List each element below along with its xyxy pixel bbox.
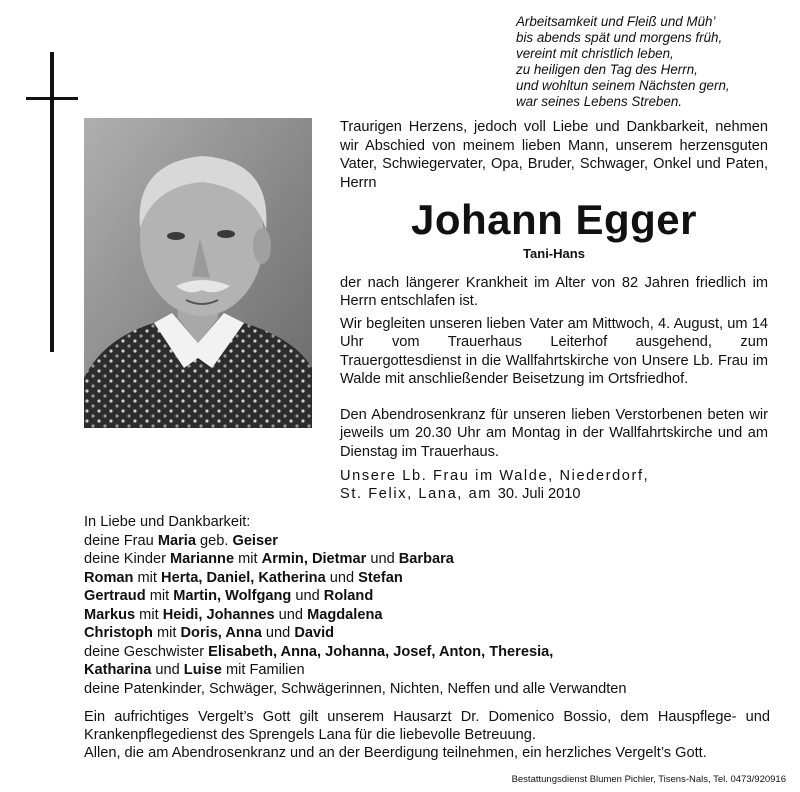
place-text: St. Felix, Lana, am	[340, 486, 493, 503]
family-line: deine Kinder Marianne mit Armin, Dietmar und Barbara	[84, 551, 454, 568]
family-line: deine Patenkinder, Schwäger, Schwägerinnen, Nichten, Neffen und alle Verwandten	[84, 680, 627, 697]
portrait-photo	[84, 118, 312, 428]
poem-line: zu heiligen den Tag des Herrn,	[516, 62, 698, 77]
family-line: Katharina und Luise mit Familien	[84, 662, 305, 679]
family-line: Christoph mit Doris, Anna und David	[84, 625, 335, 642]
thanks-paragraph: Ein aufrichtiges Vergelt’s Gott gilt unserem Hausarzt Dr. Domenico Bossio, dem Hauspflege- und Krankenpflegedienst des Sprengels Lana für die liebevolle Betreuung.	[84, 709, 770, 743]
family-line: deine Frau Maria geb. Geiser	[84, 532, 278, 549]
poem-line: bis abends spät und morgens früh,	[516, 30, 723, 45]
family-line: deine Geschwister Elisabeth, Anna, Johanna, Josef, Anton, Theresia,	[84, 643, 554, 660]
poem	[516, 14, 786, 110]
family-line: Gertraud mit Martin, Wolfgang und Roland	[84, 588, 374, 605]
poem-line: Arbeitsamkeit und Fleiß und Müh’	[516, 14, 716, 29]
family-list	[84, 513, 784, 698]
date-text: 30. Juli 2010	[497, 486, 581, 503]
deceased-name: Johann Egger	[410, 196, 698, 243]
family-line: Markus mit Heidi, Johannes und Magdalena	[84, 606, 383, 623]
deceased-nickname: Tani-Hans	[523, 246, 585, 261]
family-heading: In Liebe und Dankbarkeit:	[84, 514, 251, 530]
place-line: Unsere Lb. Frau im Walde, Niederdorf,	[340, 468, 650, 484]
portrait-image	[84, 118, 312, 428]
closing-text	[84, 708, 770, 762]
family-line: Roman mit Herta, Daniel, Katherina und Stefan	[84, 569, 403, 586]
thanks-paragraph: Allen, die am Abendrosenkranz und an der Beerdigung teilnehmen, ein herzliches Vergelt’s Gott.	[84, 745, 707, 761]
place-line	[340, 485, 768, 503]
poem-line: war seines Lebens Streben.	[516, 94, 682, 109]
cross-icon-bar	[26, 97, 78, 100]
intro-text: Traurigen Herzens, jedoch voll Liebe und Dankbarkeit, nehmen wir Abschied von meinem lieben Mann, unserem herzensguten Vater, Schwiegervater, Opa, Bruder, Schwager, Onkel und Paten, Herrn	[340, 119, 768, 191]
poem-line: vereint mit christlich leben,	[516, 46, 674, 61]
death-notice-text: der nach längerer Krankheit im Alter von 82 Jahren friedlich im Herrn entschlafen ist.	[340, 275, 768, 310]
funeral-details-text: Wir begleiten unseren lieben Vater am Mittwoch, 4. August, um 14 Uhr vom Trauerhaus Leiterhof ausgehend, zum Trauergottesdienst in die Wallfahrtskirche von Unsere Lb. Frau im Walde mit anschließender Beisetzung im Ortsfriedhof.	[340, 316, 768, 387]
rosary-details-text: Den Abendrosenkranz für unseren lieben Verstorbenen beten wir jeweils um 20.30 Uhr am Montag in der Wallfahrtskirche und am Dienstag im Trauerhaus.	[340, 407, 768, 460]
place-date	[340, 467, 768, 504]
funeral-home-credit: Bestattungsdienst Blumen Pichler, Tisens-Nals, Tel. 0473/920916	[511, 774, 786, 785]
poem-line: und wohltun seinem Nächsten gern,	[516, 78, 730, 93]
